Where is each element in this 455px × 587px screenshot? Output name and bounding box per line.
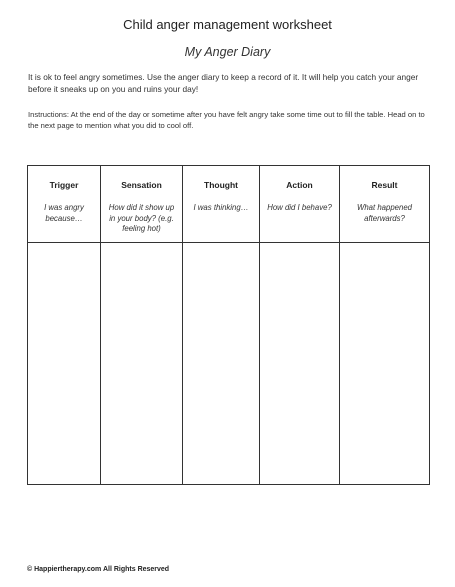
entry-cell-thought[interactable]	[183, 243, 260, 485]
copyright-footer: © Happiertherapy.com All Rights Reserved	[27, 566, 170, 573]
column-prompt: I was thinking…	[193, 203, 249, 212]
page-title: Child anger management worksheet	[123, 17, 332, 32]
column-header-action	[260, 166, 340, 243]
column-header-sensation	[101, 166, 183, 243]
entry-cell-sensation[interactable]	[101, 243, 183, 485]
table-header-row	[28, 166, 430, 243]
intro-paragraph: It is ok to feel angry sometimes. Use the anger diary to keep a record of it. It will help you catch your anger before it sneaks up on you and ruins your day!	[28, 72, 419, 94]
column-prompt: I was angry because…	[44, 203, 84, 223]
entry-cell-action[interactable]	[260, 243, 340, 485]
column-prompt: What happened afterwards?	[356, 203, 413, 223]
column-header-trigger	[28, 166, 101, 243]
column-heading: Result	[371, 180, 398, 190]
entry-cell-trigger[interactable]	[28, 243, 101, 485]
column-header-result	[340, 166, 430, 243]
anger-diary-table	[27, 165, 430, 485]
column-heading: Trigger	[49, 180, 79, 190]
column-prompt: How did it show up in your body? (e.g. feeling hot)	[108, 203, 175, 233]
column-prompt: How did I behave?	[267, 203, 332, 212]
column-heading: Action	[286, 180, 313, 190]
column-heading: Thought	[204, 180, 238, 190]
instructions-paragraph: Instructions: At the end of the day or sometime after you have felt angry take some time out to fill the table. Head on to the next page to mention what you did to cool off.	[28, 110, 425, 130]
column-heading: Sensation	[121, 180, 162, 190]
table-entry-row	[28, 243, 430, 485]
column-header-thought	[183, 166, 260, 243]
page-subtitle: My Anger Diary	[184, 45, 271, 59]
entry-cell-result[interactable]	[340, 243, 430, 485]
